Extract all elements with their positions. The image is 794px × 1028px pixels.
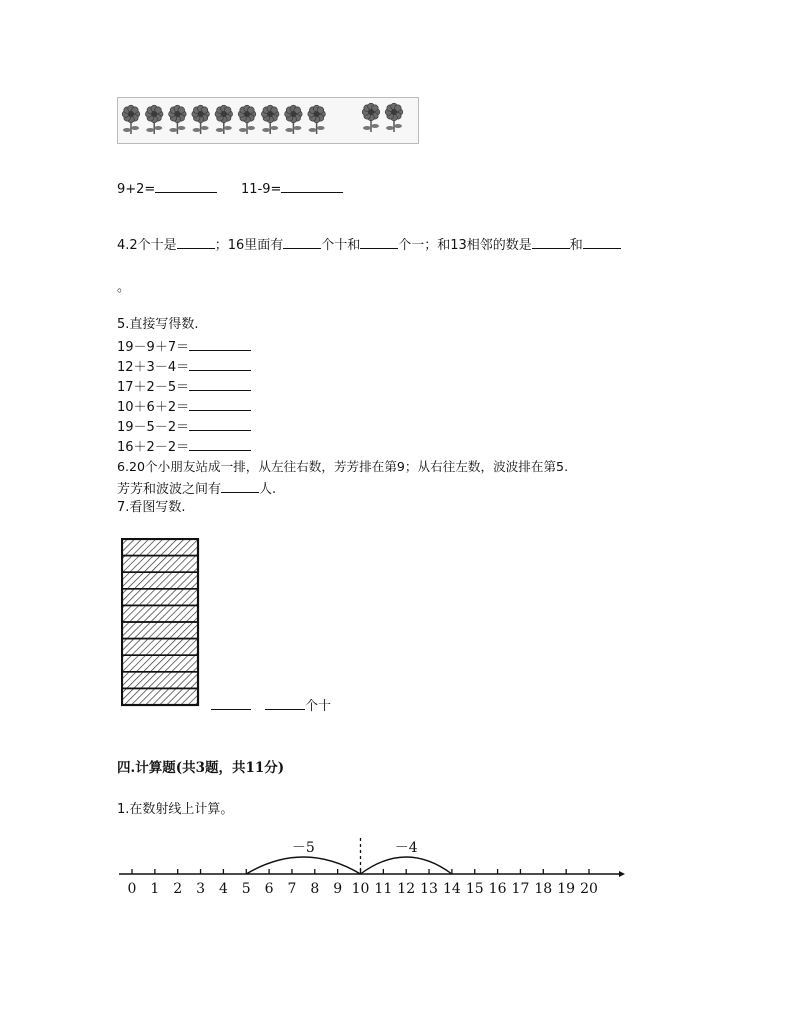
flower-icon xyxy=(215,105,233,134)
arrow-icon xyxy=(619,871,625,877)
stick-bar xyxy=(122,655,198,672)
flower-icon xyxy=(192,105,210,134)
jump-label: －4 xyxy=(394,840,418,856)
tick-label: 15 xyxy=(465,881,484,897)
q4-text-5: 和 xyxy=(569,238,583,253)
q3-expr1: 9+2= xyxy=(117,182,156,197)
tick-label: 6 xyxy=(264,881,274,897)
flower-icon xyxy=(169,105,187,134)
answer-blank[interactable] xyxy=(189,358,251,371)
tick-label: 0 xyxy=(127,881,137,897)
flower-icon xyxy=(385,103,403,132)
tick-label: 14 xyxy=(442,881,461,897)
flower-picture xyxy=(117,97,419,144)
q7-title: 7.看图写数. xyxy=(117,500,186,515)
q5-item: 17＋2－5＝ xyxy=(117,378,251,396)
stick-bar xyxy=(122,622,198,639)
tick-label: 12 xyxy=(397,881,416,897)
tick-label: 4 xyxy=(218,881,228,897)
answer-blank[interactable] xyxy=(189,398,251,411)
answer-blank[interactable] xyxy=(189,338,251,351)
flower-icon xyxy=(308,105,326,134)
q5-item: 10＋6＋2＝ xyxy=(117,398,251,416)
answer-blank[interactable] xyxy=(177,236,215,249)
flowers-svg xyxy=(118,98,418,143)
answer-blank[interactable] xyxy=(283,236,321,249)
flower-icon xyxy=(261,105,279,134)
q6-text-b: 人. xyxy=(259,482,277,497)
number-line-svg xyxy=(117,836,627,904)
q5-item: 19－5－2＝ xyxy=(117,418,251,436)
flower-icon xyxy=(145,105,163,134)
tick-label: 5 xyxy=(241,881,251,897)
tick-label: 19 xyxy=(557,881,576,897)
stick-bar xyxy=(122,556,198,573)
q4-text-4: 个一；和13相邻的数是 xyxy=(398,238,532,253)
q1-title: 1.在数射线上计算。 xyxy=(117,802,234,817)
stick-bar xyxy=(122,572,198,589)
stick-bar xyxy=(122,605,198,622)
q5-item: 16＋2－2＝ xyxy=(117,438,251,456)
answer-blank[interactable] xyxy=(189,438,251,451)
answer-blank[interactable] xyxy=(211,697,251,710)
q6-line1: 6.20个小朋友站成一排，从左往右数，芳芳排在第9；从右往左数，波波排在第5. xyxy=(117,459,569,474)
tick-label: 3 xyxy=(196,881,206,897)
answer-blank[interactable] xyxy=(583,236,621,249)
stick-bar xyxy=(122,589,198,606)
flower-icon xyxy=(238,105,256,134)
q6-text-a: 芳芳和波波之间有 xyxy=(117,482,222,497)
flower-icon xyxy=(122,105,140,134)
q4-text-3: 个十和 xyxy=(321,238,361,253)
answer-blank[interactable] xyxy=(265,697,305,710)
answer-blank[interactable] xyxy=(360,236,398,249)
q7-unit-label: 个十 xyxy=(305,699,332,714)
q4-end: 。 xyxy=(117,280,131,295)
tick-label: 13 xyxy=(420,881,438,897)
q4-text-1: 4.2个十是 xyxy=(117,238,177,253)
stick-bar xyxy=(122,672,198,689)
tick-label: 7 xyxy=(287,881,297,897)
tick-label: 17 xyxy=(511,881,530,897)
bundle-svg xyxy=(121,538,201,708)
stick-bar xyxy=(122,688,198,705)
q4-text-2: ；16里面有 xyxy=(214,238,284,253)
q3-expr2: 11-9= xyxy=(241,182,282,197)
answer-blank[interactable] xyxy=(189,378,251,391)
tick-label: 10 xyxy=(351,881,370,897)
q5-title: 5.直接写得数. xyxy=(117,317,199,332)
jump-label: －5 xyxy=(291,840,315,856)
answer-blank[interactable] xyxy=(221,480,259,493)
jump-arc xyxy=(246,857,360,874)
q3-expr1-row xyxy=(117,180,217,198)
tick-label: 9 xyxy=(333,881,343,897)
tick-label: 20 xyxy=(580,881,598,897)
section-heading: 四.计算题(共3题，共11分) xyxy=(117,760,285,776)
q5-item: 19－9＋7＝ xyxy=(117,338,251,356)
bundle-picture xyxy=(121,538,201,712)
stick-bar xyxy=(122,639,198,656)
tick-label: 18 xyxy=(534,881,553,897)
flower-icon xyxy=(285,105,303,134)
tick-label: 11 xyxy=(374,881,393,897)
answer-blank[interactable] xyxy=(281,180,343,193)
number-line xyxy=(117,836,627,908)
q6-line2 xyxy=(117,480,276,498)
answer-blank[interactable] xyxy=(189,418,251,431)
tick-label: 8 xyxy=(310,881,320,897)
tick-label: 2 xyxy=(173,881,183,897)
q4-line xyxy=(117,236,621,254)
tick-label: 16 xyxy=(488,881,507,897)
answer-blank[interactable] xyxy=(155,180,217,193)
q5-item: 12＋3－4＝ xyxy=(117,358,251,376)
flower-icon xyxy=(362,103,380,132)
q7-answer-row xyxy=(211,697,331,715)
tick-label: 1 xyxy=(150,881,160,897)
answer-blank[interactable] xyxy=(532,236,570,249)
q3-expr2-row xyxy=(241,180,343,198)
stick-bar xyxy=(122,539,198,556)
